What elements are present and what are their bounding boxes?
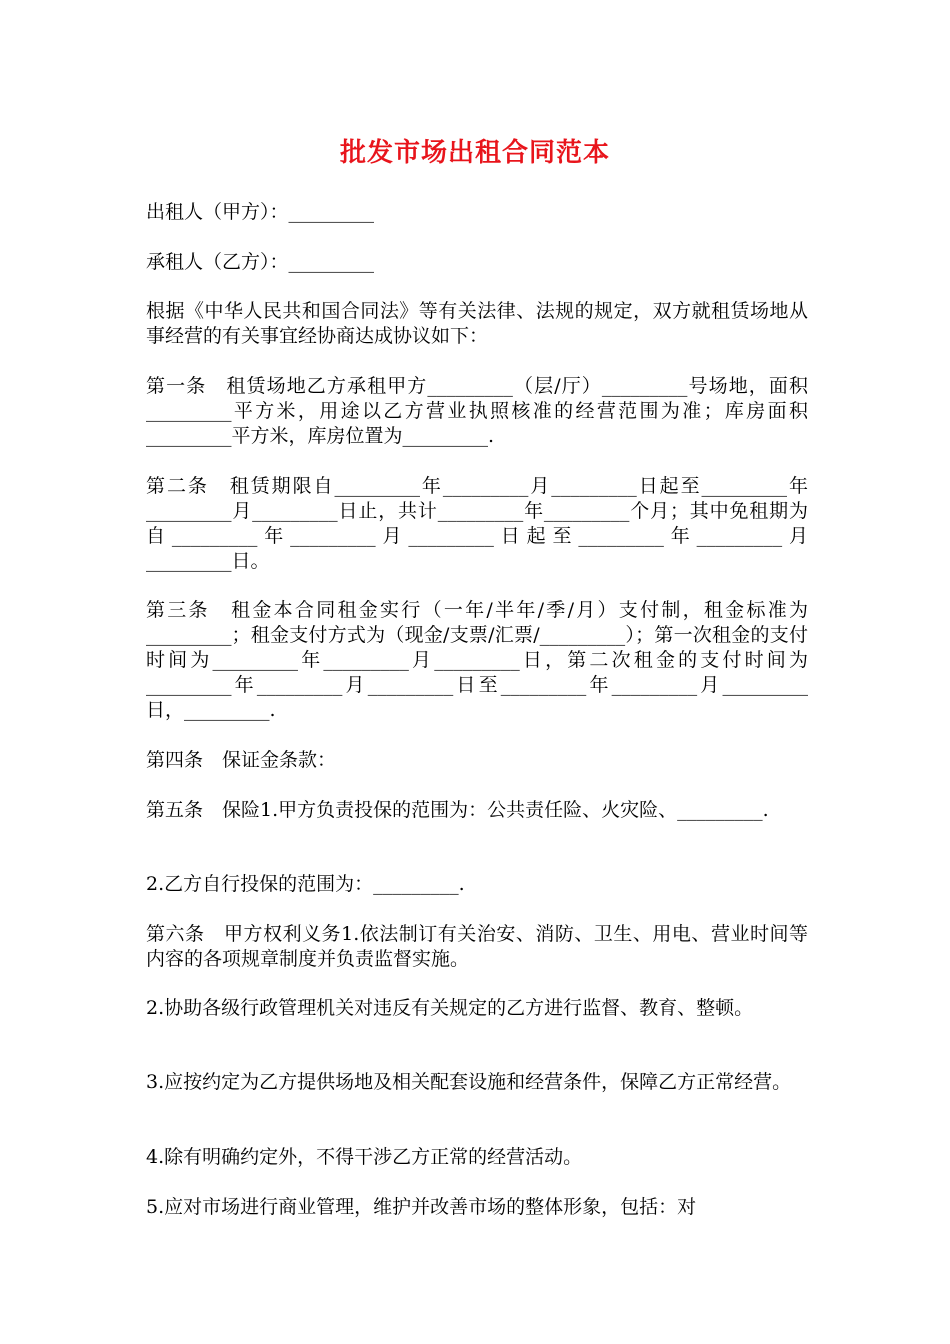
- article-6-item-4: 4.除有明确约定外，不得干涉乙方正常的经营活动。: [146, 1146, 583, 1168]
- document-title: 批发市场出租合同范本: [339, 138, 610, 168]
- article-5-paragraph: 第五条 保险1.甲方负责投保的范围为：公共责任险、火灾险、_________.: [146, 799, 769, 821]
- article-6-item-2: 2.协助各级行政管理机关对违反有关规定的乙方进行监督、教育、整顿。: [146, 997, 754, 1019]
- article-6-item-5: 5.应对市场进行商业管理，维护并改善市场的整体形象，包括：对: [146, 1196, 697, 1218]
- article-1-paragraph: 第一条 租赁场地乙方承租甲方_________（层/厅）_________号场地，面积_________平方米，用途以乙方营业执照核准的经营范围为准；库房面积_________平方米，库房位置为_________.: [146, 375, 808, 447]
- article-6-paragraph: 第六条 甲方权利义务1.依法制订有关治安、消防、卫生、用电、营业时间等内容的各项规章制度并负责监督实施。: [146, 923, 808, 970]
- article-3-paragraph: 第三条 租金本合同租金实行（一年/半年/季/月）支付制，租金标准为_________；租金支付方式为（现金/支票/汇票/_________）；第一次租金的支付时间为_________年_________月_________日，第二次租金的支付时间为_________年_________月_________日至_________年_________月_________日，_________.: [146, 599, 808, 721]
- article-5-item-2: 2.乙方自行投保的范围为：_________.: [146, 873, 465, 895]
- lessee-line: 承租人（乙方）：_________: [146, 251, 375, 273]
- lessor-line: 出租人（甲方）：_________: [146, 201, 375, 223]
- article-4-paragraph: 第四条 保证金条款：: [146, 749, 337, 771]
- article-2-paragraph: 第二条 租赁期限自_________年_________月_________日起至_________年_________月_________日止，共计_________年_________个月；其中免租期为自_________年_________月_________日起至_________年_________月_________日。: [146, 475, 808, 572]
- preamble-paragraph: 根据《中华人民共和国合同法》等有关法律、法规的规定，双方就租赁场地从事经营的有关事宜经协商达成协议如下：: [146, 300, 808, 347]
- article-6-item-3: 3.应按约定为乙方提供场地及相关配套设施和经营条件，保障乙方正常经营。: [146, 1071, 792, 1093]
